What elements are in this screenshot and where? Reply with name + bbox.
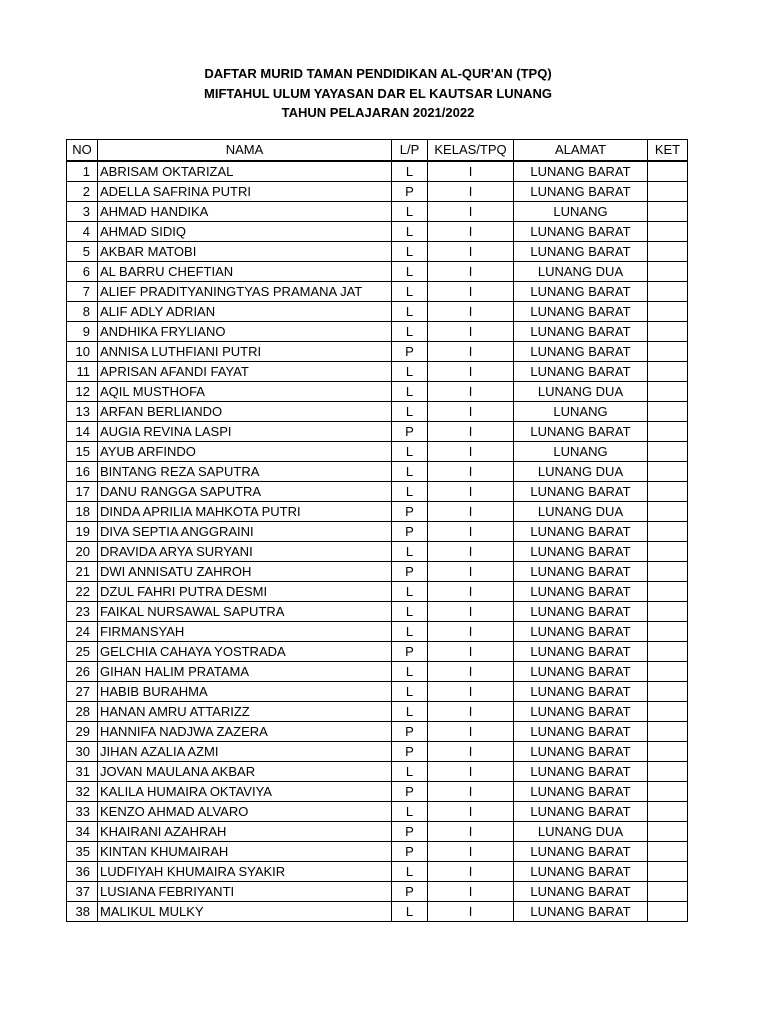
cell-kelas: I [428,462,514,482]
cell-alamat: LUNANG BARAT [514,622,648,642]
header-kelas: KELAS/TPQ [428,140,514,162]
cell-ket [648,702,688,722]
cell-nama: ARFAN BERLIANDO [98,402,392,422]
cell-ket [648,742,688,762]
cell-lp: L [392,542,428,562]
table-row [67,382,688,402]
table-row [67,502,688,522]
cell-ket [648,342,688,362]
cell-kelas: I [428,222,514,242]
cell-no: 3 [67,202,98,222]
cell-nama: GELCHIA CAHAYA YOSTRADA [98,642,392,662]
cell-alamat: LUNANG BARAT [514,302,648,322]
table-row [67,822,688,842]
cell-nama: DIVA SEPTIA ANGGRAINI [98,522,392,542]
cell-nama: ANNISA LUTHFIANI PUTRI [98,342,392,362]
cell-nama: GIHAN HALIM PRATAMA [98,662,392,682]
cell-nama: ADELLA SAFRINA PUTRI [98,182,392,202]
cell-no: 26 [67,662,98,682]
cell-no: 25 [67,642,98,662]
cell-lp: L [392,382,428,402]
cell-alamat: LUNANG BARAT [514,362,648,382]
cell-nama: ALIF ADLY ADRIAN [98,302,392,322]
table-row [67,682,688,702]
cell-lp: L [392,322,428,342]
cell-no: 38 [67,902,98,922]
cell-nama: KENZO AHMAD ALVARO [98,802,392,822]
cell-alamat: LUNANG BARAT [514,222,648,242]
cell-no: 12 [67,382,98,402]
table-row [67,302,688,322]
cell-alamat: LUNANG BARAT [514,642,648,662]
cell-nama: KALILA HUMAIRA OKTAVIYA [98,782,392,802]
cell-ket [648,622,688,642]
table-row [67,342,688,362]
cell-kelas: I [428,262,514,282]
cell-no: 37 [67,882,98,902]
cell-kelas: I [428,902,514,922]
cell-no: 34 [67,822,98,842]
cell-ket [648,862,688,882]
cell-kelas: I [428,702,514,722]
cell-ket [648,722,688,742]
cell-nama: HANNIFA NADJWA ZAZERA [98,722,392,742]
cell-ket [648,262,688,282]
cell-ket [648,202,688,222]
cell-kelas: I [428,722,514,742]
student-roster-table [66,139,688,922]
cell-lp: L [392,582,428,602]
cell-no: 11 [67,362,98,382]
cell-nama: AHMAD SIDIQ [98,222,392,242]
table-row [67,762,688,782]
cell-nama: MALIKUL MULKY [98,902,392,922]
cell-ket [648,802,688,822]
cell-lp: L [392,202,428,222]
cell-lp: P [392,422,428,442]
cell-no: 18 [67,502,98,522]
cell-nama: HABIB BURAHMA [98,682,392,702]
cell-no: 21 [67,562,98,582]
cell-kelas: I [428,161,514,182]
cell-nama: AUGIA REVINA LASPI [98,422,392,442]
cell-lp: P [392,742,428,762]
table-row [67,742,688,762]
cell-kelas: I [428,742,514,762]
cell-no: 35 [67,842,98,862]
cell-kelas: I [428,502,514,522]
table-row [67,202,688,222]
cell-kelas: I [428,822,514,842]
cell-lp: P [392,882,428,902]
cell-ket [648,161,688,182]
cell-alamat: LUNANG DUA [514,462,648,482]
table-row [67,562,688,582]
cell-lp: P [392,562,428,582]
table-row [67,462,688,482]
table-row [67,161,688,182]
cell-kelas: I [428,622,514,642]
cell-nama: DINDA APRILIA MAHKOTA PUTRI [98,502,392,522]
cell-ket [648,242,688,262]
cell-no: 6 [67,262,98,282]
cell-kelas: I [428,662,514,682]
cell-lp: P [392,342,428,362]
cell-kelas: I [428,602,514,622]
cell-kelas: I [428,682,514,702]
table-row [67,842,688,862]
cell-lp: L [392,662,428,682]
table-row [67,882,688,902]
cell-ket [648,302,688,322]
table-row [67,862,688,882]
cell-no: 33 [67,802,98,822]
cell-lp: P [392,642,428,662]
cell-alamat: LUNANG BARAT [514,522,648,542]
cell-ket [648,682,688,702]
cell-nama: APRISAN AFANDI FAYAT [98,362,392,382]
cell-no: 7 [67,282,98,302]
cell-lp: L [392,442,428,462]
cell-kelas: I [428,802,514,822]
cell-ket [648,542,688,562]
cell-ket [648,882,688,902]
cell-no: 10 [67,342,98,362]
cell-nama: LUSIANA FEBRIYANTI [98,882,392,902]
cell-lp: L [392,222,428,242]
cell-nama: ALIEF PRADITYANINGTYAS PRAMANA JAT [98,282,392,302]
cell-lp: P [392,722,428,742]
cell-lp: L [392,262,428,282]
cell-no: 15 [67,442,98,462]
cell-alamat: LUNANG BARAT [514,902,648,922]
table-row [67,362,688,382]
cell-alamat: LUNANG BARAT [514,602,648,622]
cell-nama: DANU RANGGA SAPUTRA [98,482,392,502]
table-row [67,642,688,662]
cell-alamat: LUNANG BARAT [514,662,648,682]
cell-lp: L [392,402,428,422]
table-row [67,622,688,642]
table-row [67,322,688,342]
cell-no: 9 [67,322,98,342]
cell-nama: ANDHIKA FRYLIANO [98,322,392,342]
cell-alamat: LUNANG BARAT [514,882,648,902]
table-row [67,402,688,422]
cell-lp: L [392,802,428,822]
cell-kelas: I [428,322,514,342]
cell-alamat: LUNANG BARAT [514,422,648,442]
cell-alamat: LUNANG BARAT [514,542,648,562]
header-nama: NAMA [98,140,392,162]
cell-ket [648,842,688,862]
cell-kelas: I [428,542,514,562]
cell-lp: L [392,462,428,482]
cell-no: 4 [67,222,98,242]
cell-kelas: I [428,302,514,322]
cell-kelas: I [428,882,514,902]
cell-ket [648,482,688,502]
cell-ket [648,322,688,342]
cell-ket [648,282,688,302]
cell-alamat: LUNANG BARAT [514,562,648,582]
cell-lp: L [392,161,428,182]
cell-alamat: LUNANG DUA [514,502,648,522]
table-row [67,222,688,242]
cell-ket [648,782,688,802]
cell-alamat: LUNANG DUA [514,262,648,282]
cell-alamat: LUNANG BARAT [514,582,648,602]
cell-nama: AQIL MUSTHOFA [98,382,392,402]
cell-ket [648,382,688,402]
cell-lp: P [392,182,428,202]
cell-kelas: I [428,242,514,262]
cell-alamat: LUNANG BARAT [514,762,648,782]
cell-ket [648,822,688,842]
cell-no: 19 [67,522,98,542]
institution-name: MIFTAHUL ULUM YAYASAN DAR EL KAUTSAR LUNANG [204,85,552,101]
cell-kelas: I [428,582,514,602]
cell-kelas: I [428,482,514,502]
cell-ket [648,582,688,602]
cell-lp: L [392,302,428,322]
cell-alamat: LUNANG BARAT [514,182,648,202]
cell-no: 32 [67,782,98,802]
cell-kelas: I [428,642,514,662]
cell-lp: P [392,842,428,862]
cell-lp: P [392,822,428,842]
cell-no: 16 [67,462,98,482]
cell-alamat: LUNANG BARAT [514,282,648,302]
table-row [67,242,688,262]
header-alamat: ALAMAT [514,140,648,162]
cell-kelas: I [428,842,514,862]
table-row [67,582,688,602]
cell-nama: AHMAD HANDIKA [98,202,392,222]
cell-kelas: I [428,402,514,422]
cell-no: 30 [67,742,98,762]
cell-no: 22 [67,582,98,602]
cell-alamat: LUNANG BARAT [514,802,648,822]
cell-kelas: I [428,362,514,382]
cell-nama: FAIKAL NURSAWAL SAPUTRA [98,602,392,622]
cell-lp: L [392,602,428,622]
table-row [67,522,688,542]
cell-alamat: LUNANG BARAT [514,862,648,882]
cell-lp: L [392,362,428,382]
cell-alamat: LUNANG BARAT [514,782,648,802]
cell-ket [648,902,688,922]
cell-alamat: LUNANG BARAT [514,702,648,722]
cell-no: 23 [67,602,98,622]
cell-ket [648,522,688,542]
cell-nama: DRAVIDA ARYA SURYANI [98,542,392,562]
cell-lp: P [392,502,428,522]
cell-lp: L [392,242,428,262]
cell-lp: L [392,862,428,882]
cell-ket [648,362,688,382]
table-row [67,802,688,822]
cell-alamat: LUNANG BARAT [514,682,648,702]
cell-nama: DZUL FAHRI PUTRA DESMI [98,582,392,602]
cell-no: 5 [67,242,98,262]
cell-lp: L [392,702,428,722]
cell-ket [648,662,688,682]
cell-no: 8 [67,302,98,322]
table-row [67,702,688,722]
cell-ket [648,402,688,422]
cell-ket [648,442,688,462]
cell-alamat: LUNANG BARAT [514,342,648,362]
cell-nama: BINTANG REZA SAPUTRA [98,462,392,482]
cell-lp: L [392,682,428,702]
cell-kelas: I [428,202,514,222]
cell-no: 31 [67,762,98,782]
cell-lp: L [392,902,428,922]
table-row [67,422,688,442]
cell-alamat: LUNANG BARAT [514,722,648,742]
cell-ket [648,182,688,202]
cell-kelas: I [428,562,514,582]
header-no: NO [67,140,98,162]
cell-nama: LUDFIYAH KHUMAIRA SYAKIR [98,862,392,882]
cell-nama: AL BARRU CHEFTIAN [98,262,392,282]
cell-nama: ABRISAM OKTARIZAL [98,161,392,182]
cell-alamat: LUNANG [514,442,648,462]
document-title: DAFTAR MURID TAMAN PENDIDIKAN AL-QUR'AN (TPQ) [204,66,552,81]
cell-kelas: I [428,522,514,542]
header-lp: L/P [392,140,428,162]
cell-no: 29 [67,722,98,742]
cell-ket [648,222,688,242]
cell-no: 13 [67,402,98,422]
cell-no: 28 [67,702,98,722]
cell-nama: JOVAN MAULANA AKBAR [98,762,392,782]
cell-nama: HANAN AMRU ATTARIZZ [98,702,392,722]
cell-lp: L [392,482,428,502]
cell-no: 2 [67,182,98,202]
table-row [67,782,688,802]
table-row [67,722,688,742]
cell-kelas: I [428,282,514,302]
cell-alamat: LUNANG BARAT [514,842,648,862]
table-row [67,602,688,622]
cell-ket [648,562,688,582]
cell-nama: KHAIRANI AZAHRAH [98,822,392,842]
cell-ket [648,602,688,622]
cell-no: 14 [67,422,98,442]
cell-alamat: LUNANG BARAT [514,742,648,762]
cell-alamat: LUNANG [514,202,648,222]
table-row [67,262,688,282]
cell-ket [648,462,688,482]
cell-alamat: LUNANG BARAT [514,482,648,502]
cell-lp: L [392,762,428,782]
table-header-row [67,140,688,162]
document-header [0,64,756,123]
cell-lp: P [392,782,428,802]
cell-alamat: LUNANG BARAT [514,322,648,342]
cell-nama: AYUB ARFINDO [98,442,392,462]
cell-lp: L [392,282,428,302]
cell-no: 20 [67,542,98,562]
cell-alamat: LUNANG DUA [514,382,648,402]
cell-ket [648,502,688,522]
cell-no: 17 [67,482,98,502]
table-row [67,282,688,302]
table-row [67,662,688,682]
cell-kelas: I [428,762,514,782]
cell-nama: AKBAR MATOBI [98,242,392,262]
cell-ket [648,762,688,782]
table-row [67,902,688,922]
cell-lp: P [392,522,428,542]
academic-year: TAHUN PELAJARAN 2021/2022 [281,105,475,120]
table-row [67,482,688,502]
cell-no: 1 [67,161,98,182]
cell-no: 36 [67,862,98,882]
cell-alamat: LUNANG [514,402,648,422]
cell-nama: KINTAN KHUMAIRAH [98,842,392,862]
header-ket: KET [648,140,688,162]
cell-kelas: I [428,182,514,202]
cell-kelas: I [428,342,514,362]
cell-lp: L [392,622,428,642]
cell-kelas: I [428,422,514,442]
cell-no: 24 [67,622,98,642]
cell-nama: FIRMANSYAH [98,622,392,642]
cell-no: 27 [67,682,98,702]
table-row [67,542,688,562]
cell-ket [648,642,688,662]
cell-kelas: I [428,442,514,462]
table-row [67,182,688,202]
cell-kelas: I [428,382,514,402]
cell-nama: JIHAN AZALIA AZMI [98,742,392,762]
cell-nama: DWI ANNISATU ZAHROH [98,562,392,582]
table-row [67,442,688,462]
cell-ket [648,422,688,442]
cell-alamat: LUNANG BARAT [514,161,648,182]
cell-kelas: I [428,782,514,802]
cell-alamat: LUNANG DUA [514,822,648,842]
cell-alamat: LUNANG BARAT [514,242,648,262]
table-body [67,161,688,922]
cell-kelas: I [428,862,514,882]
